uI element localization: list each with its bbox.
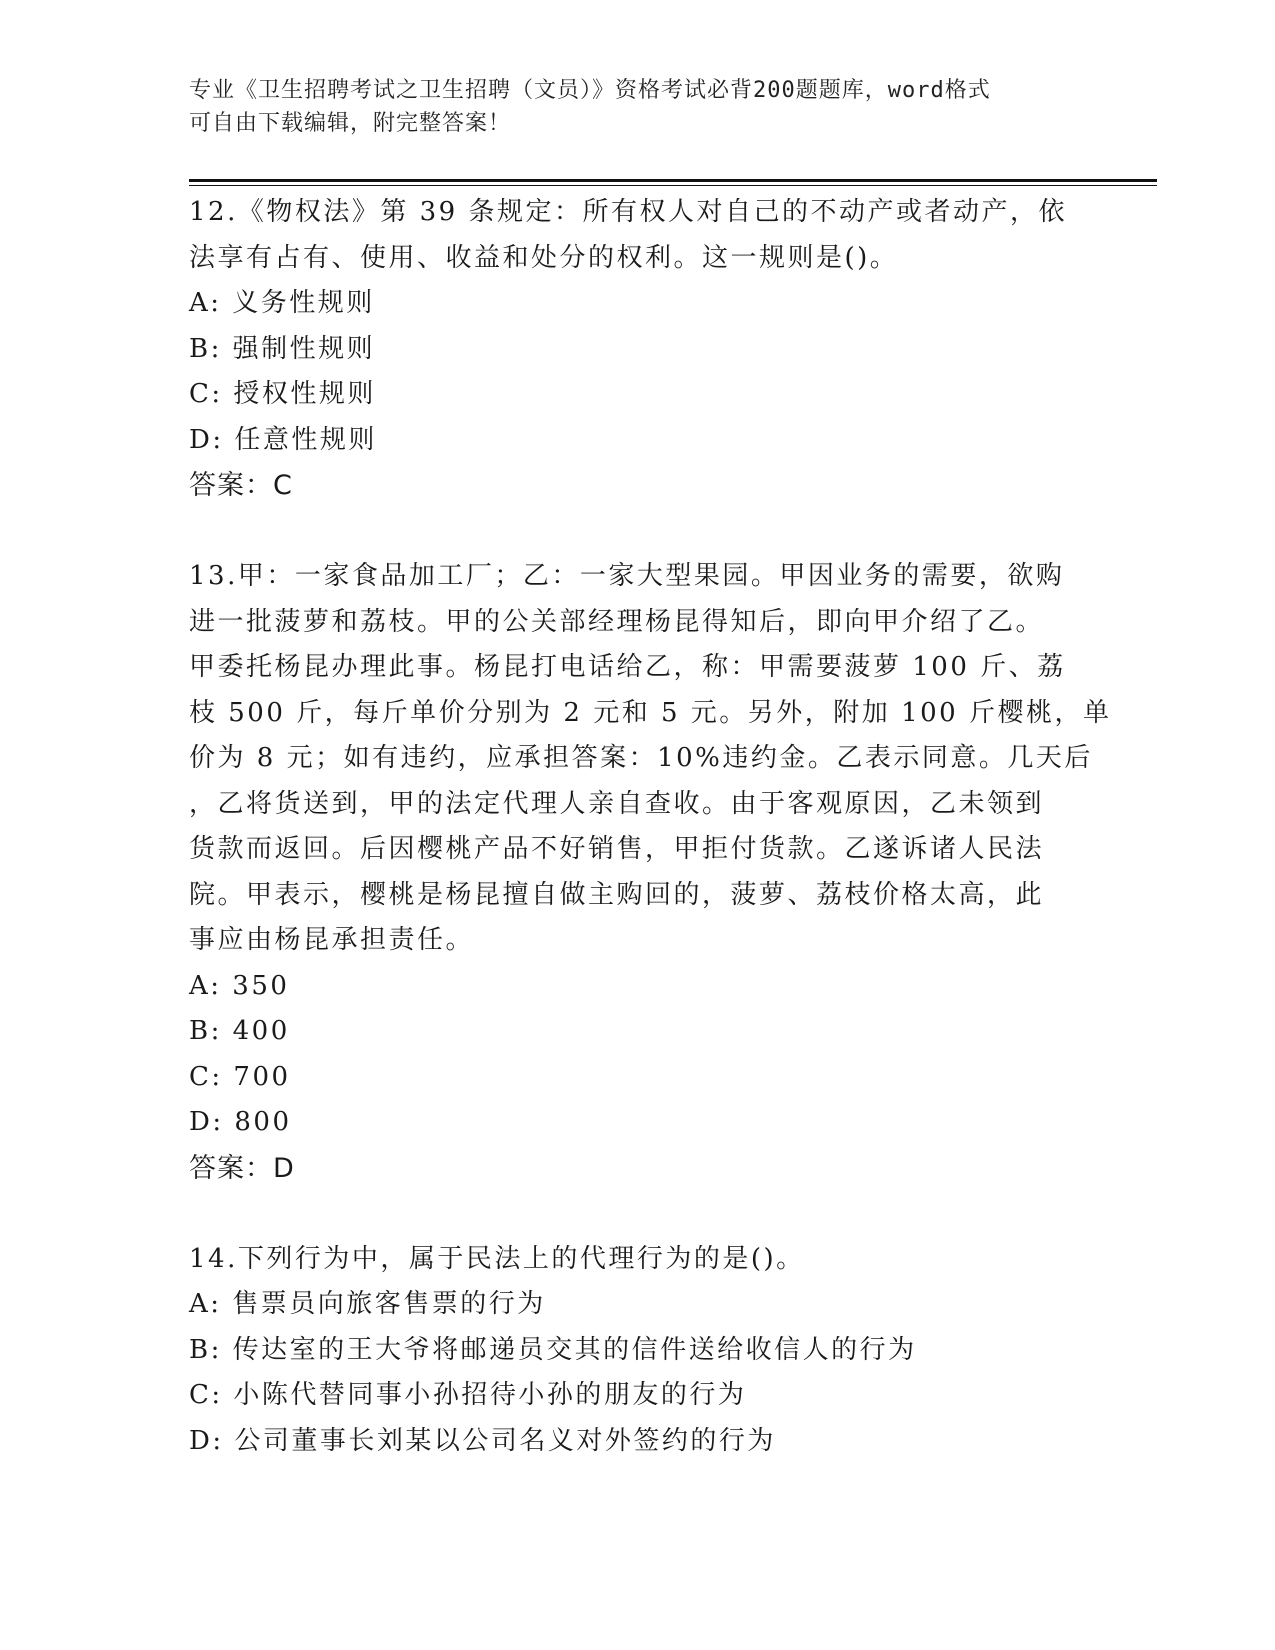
- stem-line: 枝 500 斤，每斤单价分别为 2 元和 5 元。另外，附加 100 斤樱桃，单: [189, 697, 1112, 728]
- stem-line: 14.下列行为中，属于民法上的代理行为的是()。: [189, 1243, 805, 1274]
- answer-line: 答案：C: [189, 470, 293, 501]
- stem-line: 12.《物权法》第 39 条规定：所有权人对自己的不动产或者动产，依: [189, 197, 1067, 227]
- stem-line: 价为 8 元；如有违约，应承担答案：10%违约金。乙表示同意。几天后: [189, 743, 1093, 773]
- stem-line: 货款而返回。后因樱桃产品不好销售，甲拒付货款。乙遂诉诸人民法: [189, 834, 1045, 864]
- answer-line: 答案：D: [189, 1152, 295, 1184]
- stem-line: 法享有占有、使用、收益和处分的权利。这一规则是()。: [189, 242, 899, 273]
- question-12: [189, 190, 1079, 509]
- option-c: C: 授权性规则: [189, 379, 376, 409]
- option-a: A: 350: [189, 970, 290, 1001]
- header-title-line-2: 可自由下载编辑，附完整答案！: [189, 111, 512, 136]
- header-divider-thick: [189, 179, 1157, 182]
- option-d: D: 公司董事长刘某以公司名义对外签约的行为: [189, 1425, 776, 1456]
- option-b: B: 400: [189, 1016, 290, 1046]
- option-c: C: 700: [189, 1061, 291, 1092]
- option-b: B: 传达室的王大爷将邮递员交其的信件送给收信人的行为: [189, 1334, 917, 1365]
- stem-line: ，乙将货送到，甲的法定代理人亲自查收。由于客观原因，乙未领到: [189, 788, 1045, 819]
- question-stem: [189, 554, 1112, 964]
- option-b: B: 强制性规则: [189, 333, 376, 364]
- option-a: A: 售票员向旅客售票的行为: [189, 1289, 546, 1319]
- option-a: A: 义务性规则: [189, 288, 375, 318]
- option-d: D: 任意性规则: [189, 424, 377, 455]
- option-c: C: 小陈代替同事小孙招待小孙的朋友的行为: [189, 1380, 747, 1410]
- stem-line: 事应由杨昆承担责任。: [189, 925, 475, 955]
- question-13: [189, 554, 1112, 1191]
- question-14: [189, 1237, 1079, 1465]
- stem-line: 13.甲：一家食品加工厂；乙：一家大型果园。甲因业务的需要，欲购: [189, 561, 1065, 591]
- header-divider-thin: [189, 185, 1157, 186]
- header-title-line-1: 专业《卫生招聘考试之卫生招聘（文员）》资格考试必背200题题库，word格式: [189, 78, 991, 103]
- stem-line: 甲委托杨昆办理此事。杨昆打电话给乙，称：甲需要菠萝 100 斤、荔: [189, 652, 1066, 682]
- document-header: [189, 74, 1069, 140]
- stem-line: 院。甲表示，樱桃是杨昆擅自做主购回的，菠萝、荔枝价格太高，此: [189, 879, 1045, 910]
- question-spacer: [189, 509, 1079, 555]
- question-spacer: [189, 1191, 1079, 1237]
- stem-line: 进一批菠萝和荔枝。甲的公关部经理杨昆得知后，即向甲介绍了乙。: [189, 606, 1045, 637]
- question-stem: [189, 190, 1079, 281]
- question-stem: [189, 1237, 1079, 1283]
- option-d: D: 800: [189, 1107, 292, 1137]
- question-list: [189, 190, 1112, 1464]
